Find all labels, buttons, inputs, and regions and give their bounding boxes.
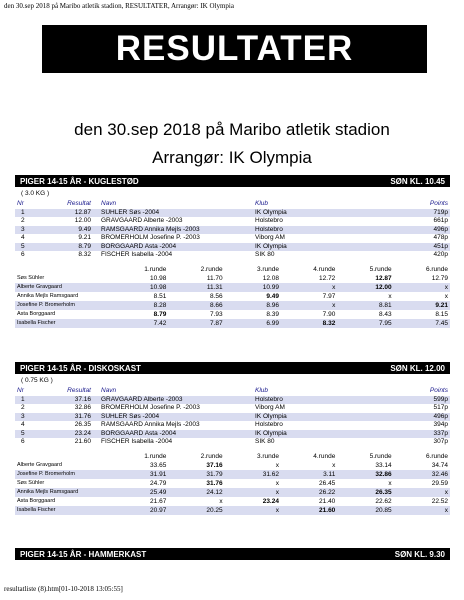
implement-weight: ( 0.75 KG ) xyxy=(21,377,53,384)
print-footer: resultatliste (8).htm[01-10-2018 13:05:55] xyxy=(4,585,123,593)
attempt-value: 7.42 xyxy=(112,319,168,328)
attempt-value: x xyxy=(332,461,336,469)
result-value: 32.86 xyxy=(74,404,91,411)
attempt-value: 8.56 xyxy=(210,292,223,300)
place: 4 xyxy=(21,421,25,428)
round-header: 4.runde xyxy=(313,452,336,460)
athlete-name: SÜHLER Søs -2004 xyxy=(93,413,253,422)
attempt-value: 22.52 xyxy=(431,497,448,505)
place: 1 xyxy=(15,209,43,218)
athlete-name: FISCHER Isabella -2004 xyxy=(101,251,173,258)
attempt-value: 26.45 xyxy=(319,479,336,487)
points-value: 451p xyxy=(378,243,450,252)
section-time: SØN KL. 12.00 xyxy=(390,363,445,373)
attempt-value: x xyxy=(281,283,337,292)
attempt-value: 33.65 xyxy=(150,461,167,469)
col-result: Resultat xyxy=(67,387,91,394)
results-header-row xyxy=(15,200,450,209)
place: 3 xyxy=(15,226,43,235)
attempt-value: 12.08 xyxy=(262,274,279,282)
rounds-table xyxy=(15,265,450,328)
round-header: 3.runde xyxy=(256,265,279,273)
place: 2 xyxy=(21,404,25,411)
club-name: Holstebro xyxy=(255,421,283,428)
col-name: Navn xyxy=(101,387,117,394)
attempt-value: 10.99 xyxy=(225,283,281,292)
attempt-value: 8.96 xyxy=(225,301,281,310)
round-header: 2.runde xyxy=(200,265,223,273)
attempt-value: x xyxy=(219,497,223,505)
result-value: 9.21 xyxy=(78,234,91,241)
attempt-value: 21.60 xyxy=(281,506,337,515)
round-header: 6.runde xyxy=(425,452,448,460)
rounds-row xyxy=(15,479,450,488)
attempt-value: 32.86 xyxy=(337,470,393,479)
rounds-row xyxy=(15,506,450,515)
col-result: Resultat xyxy=(67,200,91,207)
col-club: Klub xyxy=(255,200,269,207)
results-table xyxy=(15,200,450,260)
section-title: PIGER 14-15 ÅR - KUGLESTØD xyxy=(20,176,139,186)
athlete-name: BORGGAARD Asta -2004 xyxy=(93,243,253,252)
results-banner: RESULTATER xyxy=(42,25,427,73)
attempt-value: 7.95 xyxy=(337,319,393,328)
attempt-value: 8.81 xyxy=(337,301,393,310)
athlete-name: Søs Sühler xyxy=(17,274,45,281)
attempt-value: 7.93 xyxy=(210,310,223,318)
rounds-row xyxy=(15,461,450,470)
athlete-name: Alberte Gravgaard xyxy=(17,461,62,468)
attempt-value: 31.79 xyxy=(168,470,224,479)
attempt-value: x xyxy=(388,479,392,487)
result-row xyxy=(15,413,450,422)
attempt-value: 31.91 xyxy=(112,470,168,479)
attempt-value: 7.97 xyxy=(322,292,336,300)
attempt-value: 10.98 xyxy=(150,274,167,282)
athlete-name: Asta Borggaard xyxy=(17,497,56,504)
round-header: 1.runde xyxy=(144,452,167,460)
section-hammerkast xyxy=(15,548,450,560)
attempt-value: 20.97 xyxy=(112,506,168,515)
attempt-value: 10.98 xyxy=(112,283,168,292)
club-name: IK Olympia xyxy=(253,243,378,252)
athlete-name: RAMSGAARD Annika Mejls -2003 xyxy=(93,226,253,235)
result-row xyxy=(15,234,450,243)
attempt-value: 37.16 xyxy=(206,461,223,469)
place: 5 xyxy=(15,430,43,439)
club-name: Viborg AM xyxy=(255,234,285,241)
result-value: 8.79 xyxy=(43,243,93,252)
col-points: Points xyxy=(429,200,448,207)
result-value: 12.87 xyxy=(43,209,93,218)
result-value: 12.00 xyxy=(74,217,91,224)
attempt-value: 12.87 xyxy=(375,274,392,282)
result-row xyxy=(15,404,450,413)
points-value: 496p xyxy=(378,226,450,235)
athlete-name: SÜHLER Søs -2004 xyxy=(93,209,253,218)
result-row xyxy=(15,209,450,218)
round-header: 3.runde xyxy=(256,452,279,460)
club-name: IK Olympia xyxy=(253,430,378,439)
result-row xyxy=(15,396,450,405)
attempt-value: 21.40 xyxy=(319,497,336,505)
attempt-value: 8.32 xyxy=(281,319,337,328)
attempt-value: x xyxy=(388,292,392,300)
section-title: PIGER 14-15 ÅR - HAMMERKAST xyxy=(20,549,147,559)
section-time: SØN KL. 10.45 xyxy=(390,176,445,186)
attempt-value: 33.14 xyxy=(375,461,392,469)
attempt-value: x xyxy=(394,283,450,292)
result-value: 8.32 xyxy=(78,251,91,258)
athlete-name: Isabella Fischer xyxy=(15,506,112,515)
rounds-row xyxy=(15,292,450,301)
club-name: Holstebro xyxy=(253,226,378,235)
col-nr: Nr xyxy=(17,200,24,207)
result-row xyxy=(15,438,450,447)
attempt-value: 26.35 xyxy=(337,488,393,497)
place: 2 xyxy=(21,217,25,224)
points-value: 394p xyxy=(433,421,448,428)
col-name: Navn xyxy=(101,200,117,207)
place: 5 xyxy=(15,243,43,252)
attempt-value: 21.67 xyxy=(150,497,167,505)
attempt-value: 11.31 xyxy=(168,283,224,292)
athlete-name: Søs Sühler xyxy=(17,479,45,486)
place: 6 xyxy=(21,438,25,445)
attempt-value: 9.21 xyxy=(394,301,450,310)
result-row xyxy=(15,430,450,439)
rounds-header-row xyxy=(15,265,450,274)
round-header: 5.runde xyxy=(369,265,392,273)
athlete-name: Isabella Fischer xyxy=(15,319,112,328)
club-name: IK Olympia xyxy=(253,209,378,218)
attempt-value: 24.12 xyxy=(168,488,224,497)
attempt-value: 24.79 xyxy=(150,479,167,487)
attempt-value: 8.66 xyxy=(168,301,224,310)
attempt-value: 7.45 xyxy=(394,319,450,328)
attempt-value: 7.90 xyxy=(322,310,336,318)
club-name: SIK 80 xyxy=(255,438,275,445)
attempt-value: 12.79 xyxy=(431,274,448,282)
section-header xyxy=(15,362,450,374)
attempt-value: 22.62 xyxy=(375,497,392,505)
attempt-value: 12.00 xyxy=(337,283,393,292)
points-value: 517p xyxy=(433,404,448,411)
attempt-value: 6.99 xyxy=(225,319,281,328)
attempt-value: x xyxy=(394,506,450,515)
section-header xyxy=(15,175,450,187)
place: 1 xyxy=(15,396,43,405)
rounds-row xyxy=(15,470,450,479)
event-date-venue: den 30.sep 2018 på Maribo atletik stadion xyxy=(74,120,390,139)
rounds-row xyxy=(15,319,450,328)
attempt-value: 8.51 xyxy=(153,292,167,300)
attempt-value: 34.74 xyxy=(431,461,448,469)
col-nr: Nr xyxy=(17,387,24,394)
club-name: Viborg AM xyxy=(255,404,285,411)
round-header: 6.runde xyxy=(425,265,448,273)
attempt-value: 8.39 xyxy=(266,310,279,318)
section-header xyxy=(15,548,450,560)
athlete-name: GRAVGAARD Alberte -2003 xyxy=(93,396,253,405)
section-kuglestod xyxy=(15,175,450,328)
result-row xyxy=(15,243,450,252)
place: 3 xyxy=(15,413,43,422)
athlete-name: GRAVGAARD Alberte -2003 xyxy=(101,217,183,224)
result-value: 21.60 xyxy=(74,438,91,445)
result-row xyxy=(15,251,450,260)
results-header-row xyxy=(15,387,450,396)
attempt-value: 8.15 xyxy=(435,310,448,318)
attempt-value: x xyxy=(275,479,279,487)
points-value: 599p xyxy=(378,396,450,405)
print-header: den 30.sep 2018 på Maribo atletik stadion, RESULTATER, Arrangør: IK Olympia xyxy=(4,2,234,10)
result-value: 31.76 xyxy=(43,413,93,422)
organizer: Arrangør: IK Olympia xyxy=(152,148,312,167)
attempt-value: 12.72 xyxy=(319,274,336,282)
rounds-row xyxy=(15,283,450,292)
points-value: 719p xyxy=(378,209,450,218)
athlete-name: FISCHER Isabella -2004 xyxy=(101,438,173,445)
points-value: 496p xyxy=(378,413,450,422)
attempt-value: 29.59 xyxy=(431,479,448,487)
attempt-value: 3.11 xyxy=(281,470,337,479)
attempt-value: 7.87 xyxy=(168,319,224,328)
attempt-value: 31.76 xyxy=(206,479,223,487)
rounds-row xyxy=(15,310,450,319)
attempt-value: x xyxy=(444,292,448,300)
attempt-value: 25.49 xyxy=(112,488,168,497)
attempt-value: 26.22 xyxy=(281,488,337,497)
result-value: 9.49 xyxy=(43,226,93,235)
place: 4 xyxy=(21,234,25,241)
result-value: 23.24 xyxy=(43,430,93,439)
attempt-value: 20.85 xyxy=(337,506,393,515)
athlete-name: BROMERHOLM Josefine P. -2003 xyxy=(101,404,200,411)
round-header: 4.runde xyxy=(313,265,336,273)
attempt-value: x xyxy=(281,301,337,310)
implement-weight: ( 3.0 KG ) xyxy=(21,190,50,197)
attempt-value: 8.79 xyxy=(153,310,167,318)
section-time: SØN KL. 9.30 xyxy=(394,549,445,559)
attempt-value: x xyxy=(225,506,281,515)
rounds-row xyxy=(15,497,450,506)
athlete-name: BORGGAARD Asta -2004 xyxy=(93,430,253,439)
points-value: 661p xyxy=(433,217,448,224)
attempt-value: 11.70 xyxy=(206,274,223,282)
rounds-table xyxy=(15,452,450,515)
round-header: 5.runde xyxy=(369,452,392,460)
athlete-name: Annika Mejls Ramsgaard xyxy=(17,292,79,299)
col-points: Points xyxy=(429,387,448,394)
result-value: 37.16 xyxy=(43,396,93,405)
athlete-name: Josefine P. Bromerholm xyxy=(15,470,112,479)
round-header: 1.runde xyxy=(144,265,167,273)
athlete-name: BROMERHOLM Josefine P. -2003 xyxy=(101,234,200,241)
attempt-value: 9.49 xyxy=(266,292,279,300)
attempt-value: 23.24 xyxy=(262,497,279,505)
points-value: 307p xyxy=(433,438,448,445)
athlete-name: Josefine P. Bromerholm xyxy=(15,301,112,310)
attempt-value: 31.62 xyxy=(225,470,281,479)
rounds-row xyxy=(15,274,450,283)
result-value: 26.35 xyxy=(74,421,91,428)
attempt-value: 32.46 xyxy=(394,470,450,479)
attempt-value: 8.43 xyxy=(378,310,392,318)
attempt-value: x xyxy=(394,488,450,497)
points-value: 478p xyxy=(433,234,448,241)
result-row xyxy=(15,226,450,235)
attempt-value: x xyxy=(275,461,279,469)
athlete-name: Asta Borggaard xyxy=(17,310,56,317)
athlete-name: RAMSGAARD Annika Mejls -2003 xyxy=(101,421,200,428)
section-diskoskast xyxy=(15,362,450,515)
rounds-row xyxy=(15,488,450,497)
attempt-value: 20.25 xyxy=(168,506,224,515)
athlete-name: Annika Mejls Ramsgaard xyxy=(15,488,112,497)
place: 6 xyxy=(21,251,25,258)
club-name: Holstebro xyxy=(255,217,283,224)
round-header: 2.runde xyxy=(200,452,223,460)
section-title: PIGER 14-15 ÅR - DISKOSKAST xyxy=(20,363,141,373)
attempt-value: 8.28 xyxy=(112,301,168,310)
col-club: Klub xyxy=(255,387,269,394)
club-name: SIK 80 xyxy=(255,251,275,258)
points-value: 337p xyxy=(378,430,450,439)
result-row xyxy=(15,217,450,226)
results-table xyxy=(15,387,450,447)
result-row xyxy=(15,421,450,430)
rounds-header-row xyxy=(15,452,450,461)
attempt-value: x xyxy=(225,488,281,497)
points-value: 420p xyxy=(433,251,448,258)
athlete-name: Alberte Gravgaard xyxy=(15,283,112,292)
club-name: IK Olympia xyxy=(253,413,378,422)
rounds-row xyxy=(15,301,450,310)
club-name: Holstebro xyxy=(253,396,378,405)
